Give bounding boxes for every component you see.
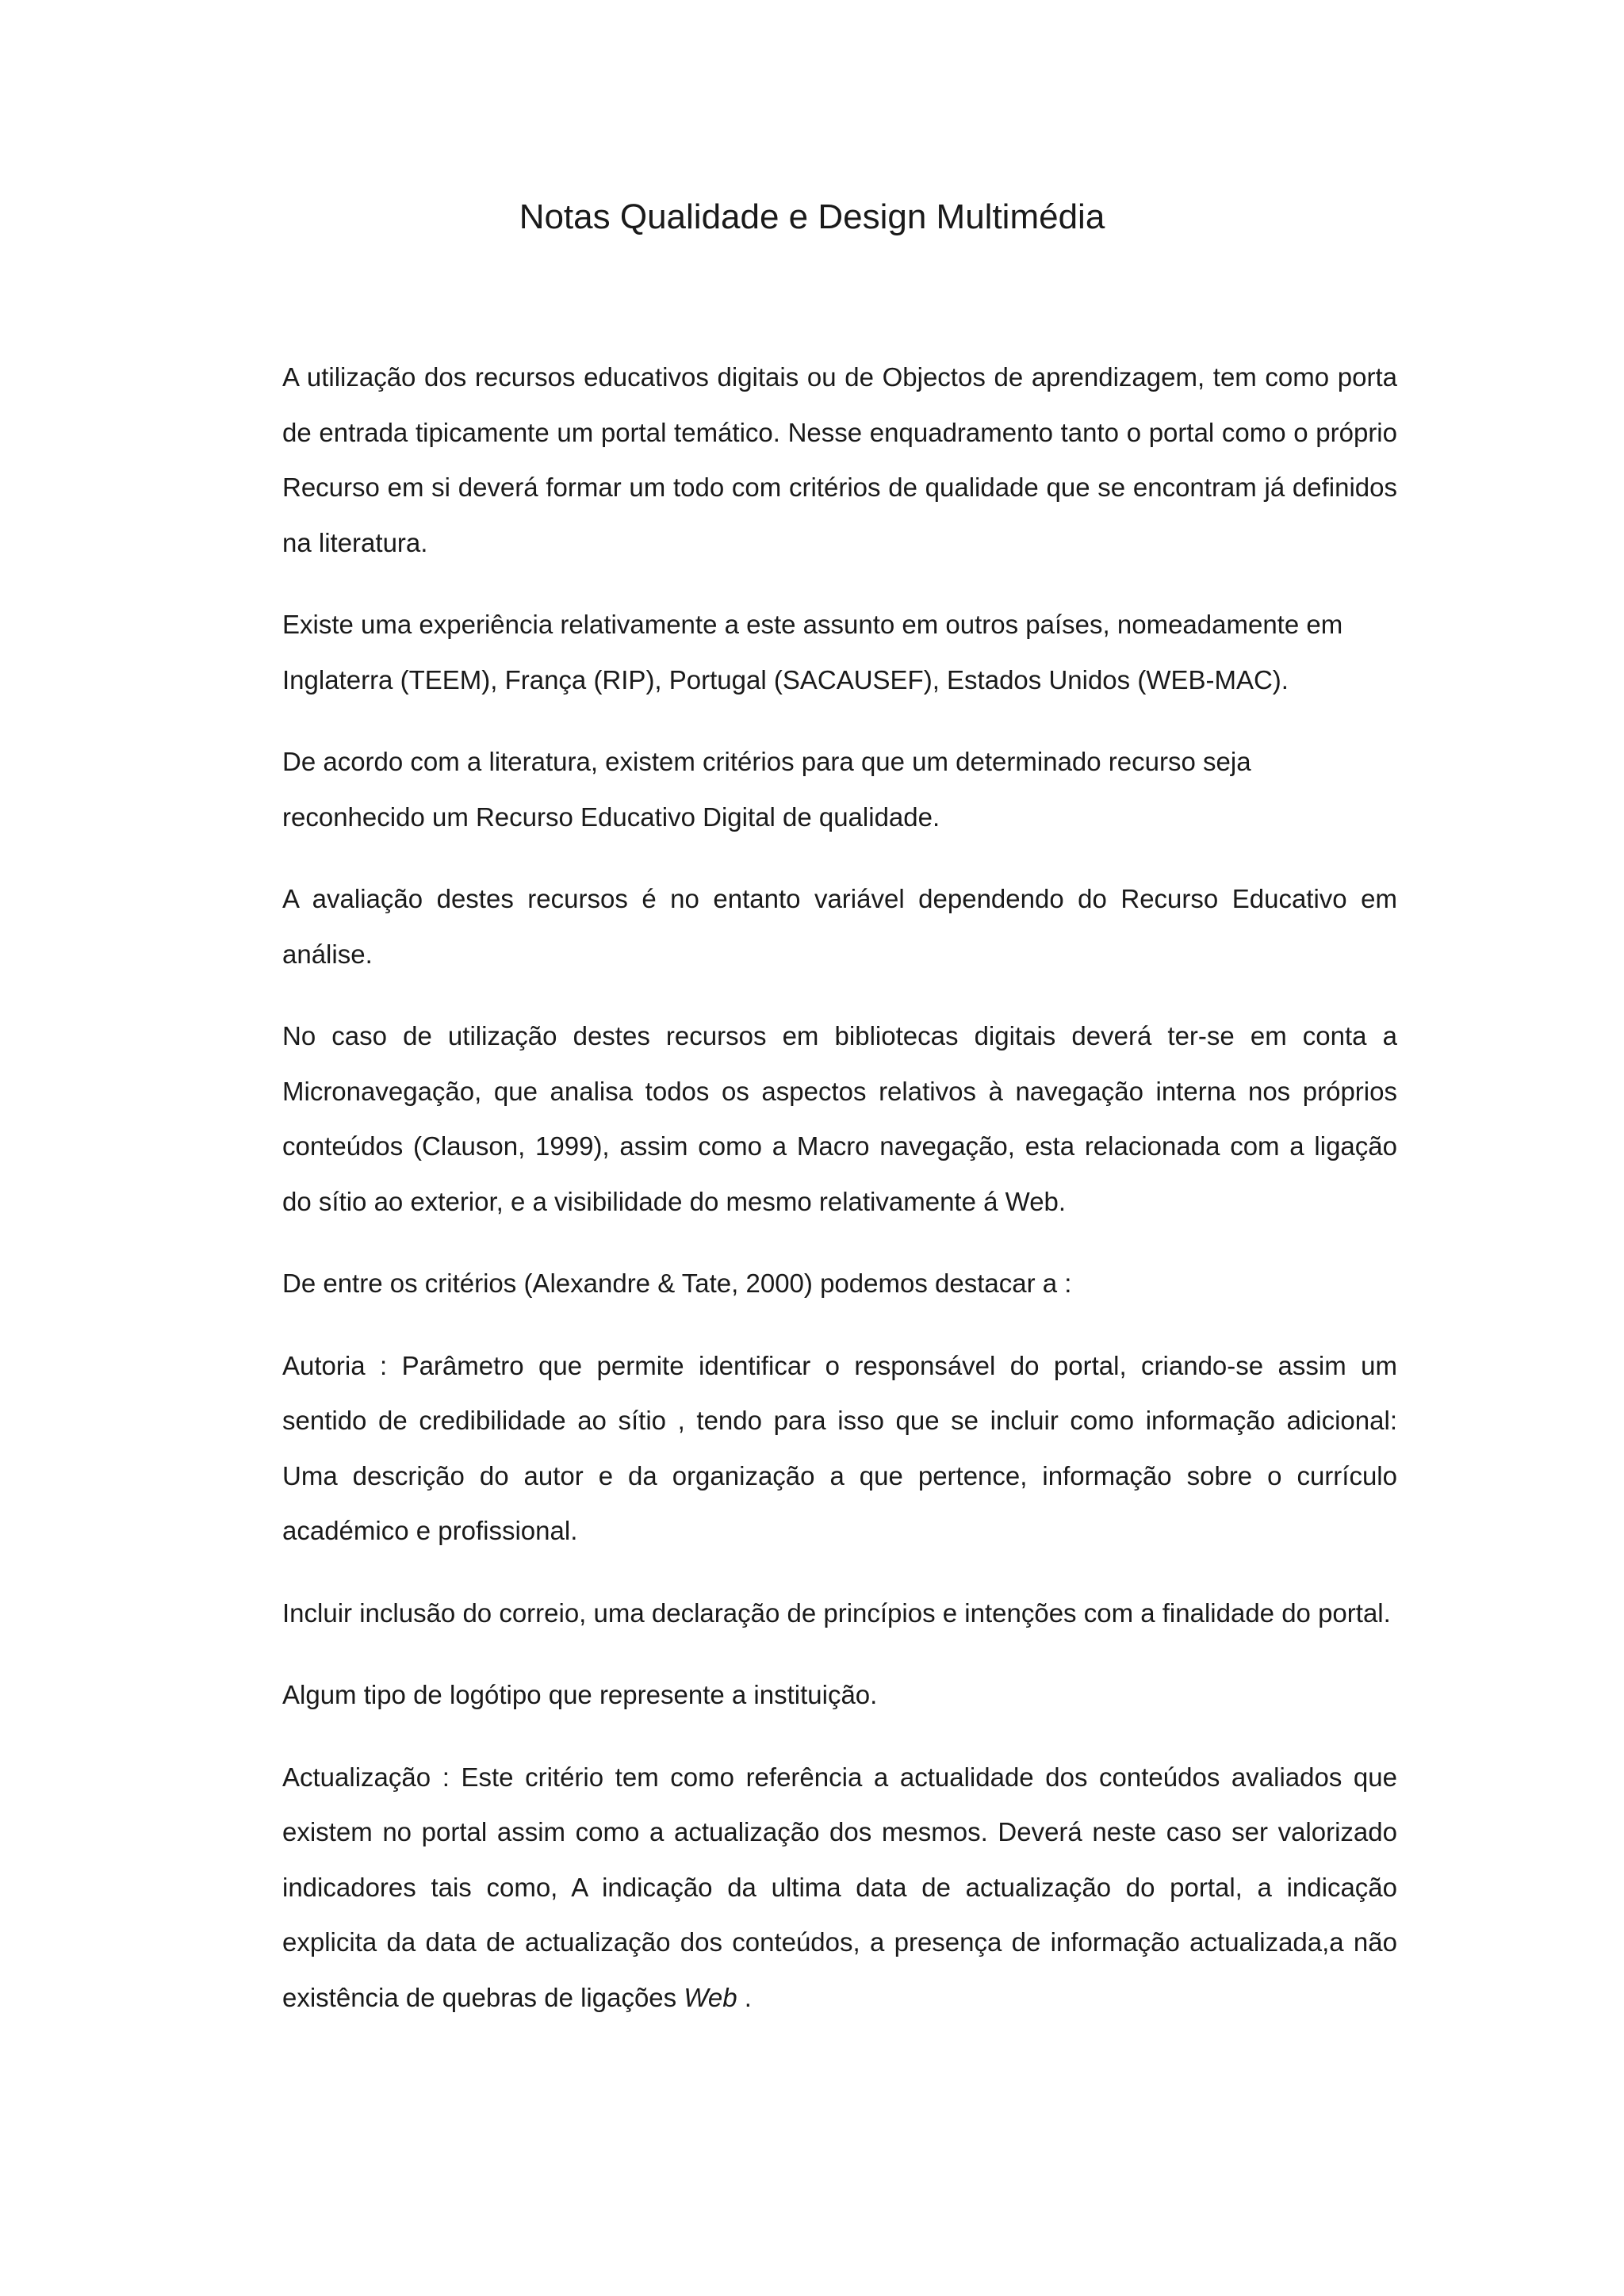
paragraph-authorship: Autoria : Parâmetro que permite identificar o responsável do portal, criando-se assim um sentido de credibilidade ao sítio , tendo para isso que se incluir como informação adicional: Uma descrição do autor e da organização a que pertence, informação sobre o currículo académico e profissional.	[282, 1350, 1397, 1545]
web-emphasis: Web	[684, 1982, 737, 2012]
paragraph-quality-criteria: De acordo com a literatura, existem critérios para que um determinado recurso seja reconhecido um Recurso Educativo Digital de qualidade.	[282, 747, 1251, 832]
paragraph-update-text: Actualização : Este critério tem como referência a actualidade dos conteúdos avaliados que existem no portal assim como a actualização dos mesmos. Deverá neste caso ser valorizado indicadores tais como, A indicação da ultima data de actualização do portal, a indicação explicita da data de actualização dos conteúdos, a presença de informação actualizada,a não existência de quebras de ligações	[282, 1762, 1397, 2012]
paragraph-criteria-intro: De entre os critérios (Alexandre & Tate, 2000) podemos destacar a :	[282, 1269, 1072, 1298]
paragraph-update-tail: .	[737, 1982, 752, 2012]
paragraph-evaluation: A avaliação destes recursos é no entanto variável dependendo do Recurso Educativo em análise.	[282, 884, 1397, 969]
paragraph-email-inclusion: Incluir inclusão do correio, uma declaração de princípios e intenções com a finalidade do portal.	[282, 1598, 1391, 1628]
paragraph-logo: Algum tipo de logótipo que represente a instituição.	[282, 1680, 878, 1709]
paragraph-international-experience: Existe uma experiência relativamente a este assunto em outros países, nomeadamente em Inglaterra (TEEM), França (RIP), Portugal (SACAUSEF), Estados Unidos (WEB-MAC).	[282, 610, 1343, 695]
document-body	[282, 350, 1397, 2052]
paragraph-intro: A utilização dos recursos educativos digitais ou de Objectos de aprendizagem, tem como porta de entrada tipicamente um portal temático. Nesse enquadramento tanto o portal como o próprio Recurso em si deverá formar um todo com critérios de qualidade que se encontram já definidos na literatura.	[282, 362, 1397, 557]
page-title: Notas Qualidade e Design Multimédia	[519, 197, 1105, 236]
paragraph-navigation: No caso de utilização destes recursos em bibliotecas digitais deverá ter-se em conta a Micronavegação, que analisa todos os aspectos relativos à navegação interna nos próprios conteúdos (Clauson, 1999), assim como a Macro navegação, esta relacionada com a ligação do sítio ao exterior, e a visibilidade do mesmo relativamente á Web.	[282, 1021, 1397, 1216]
paragraph-update	[282, 1750, 1397, 2026]
